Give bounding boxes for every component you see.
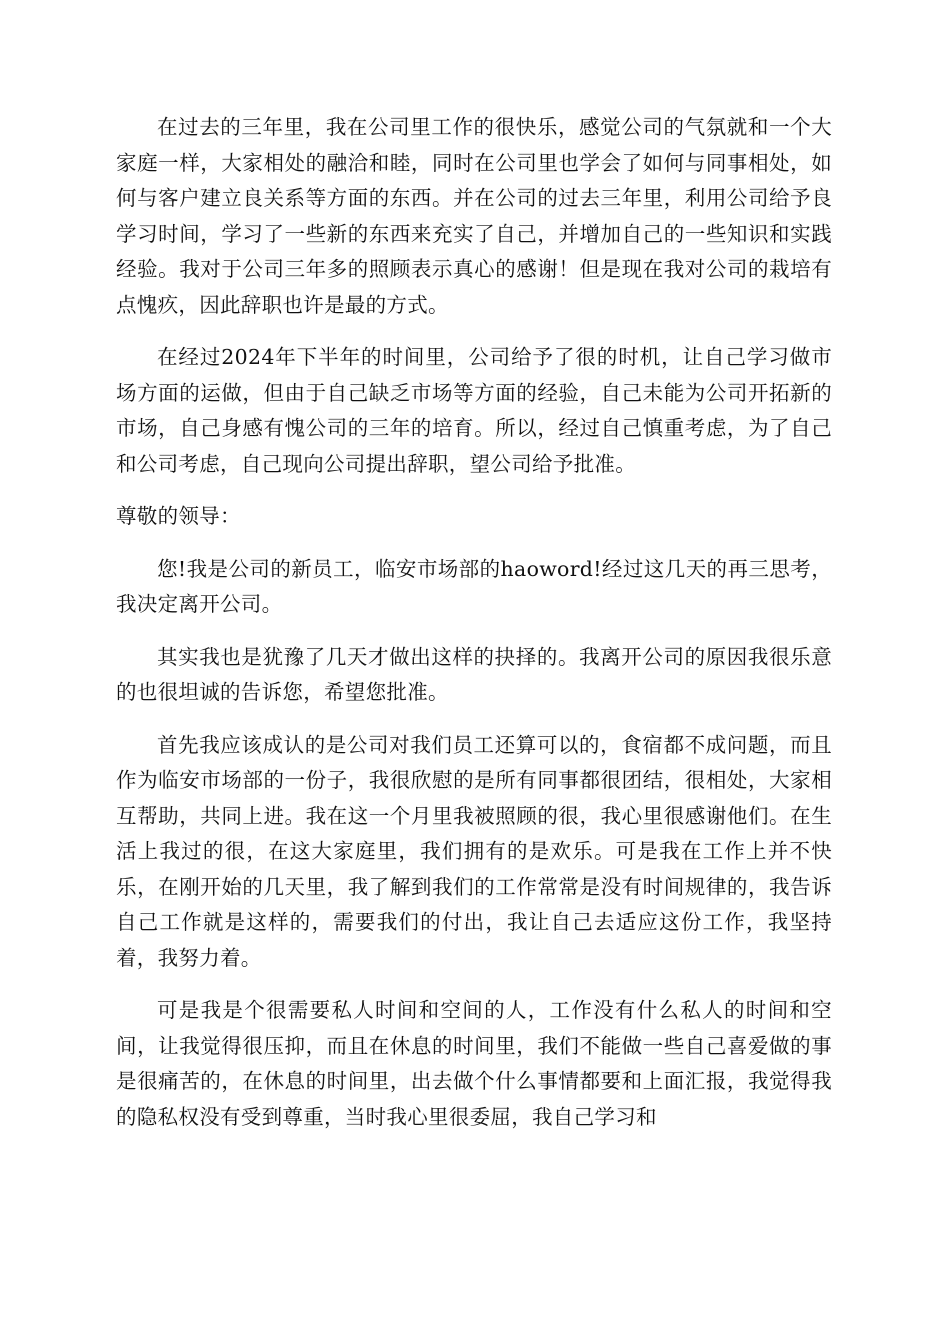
paragraph-5: 首先我应该成认的是公司对我们员工还算可以的，食宿都不成问题，而且作为临安市场部的一份子，我很欣慰的是所有同事都很团结，很相处，大家相互帮助，共同上进。我在这一个月里我被照顾的很，我心里很感谢他们。在生活上我过的很，在这大家庭里，我们拥有的是欢乐。可是我在工作上并不快乐，在刚开始的几天里，我了解到我们的工作常常是没有时间规律的，我告诉自己工作就是这样的，需要我们的付出，我让自己去适应这份工作，我坚持着，我努力着。: [116, 732, 832, 970]
paragraph-6: 可是我是个很需要私人时间和空间的人，工作没有什么私人的时间和空间，让我觉得很压抑，而且在休息的时间里，我们不能做一些自己喜爱做的事是很痛苦的，在休息的时间里，出去做个什么事情都要和上面汇报，我觉得我的隐私权没有受到尊重，当时我心里很委屈，我自己学习和: [116, 998, 832, 1129]
paragraph-2: 在经过2024年下半年的时间里，公司给予了很的时机，让自己学习做市场方面的运做，但由于自己缺乏市场等方面的经验，自己未能为公司开拓新的市场，自己身感有愧公司的三年的培育。所以，经过自己慎重考虑，为了自己和公司考虑，自己现向公司提出辞职，望公司给予批准。: [116, 345, 832, 476]
paragraph-4: 其实我也是犹豫了几天才做出这样的抉择的。我离开公司的原因我很乐意的也很坦诚的告诉您，希望您批准。: [116, 644, 832, 704]
paragraph-1: 在过去的三年里，我在公司里工作的很快乐，感觉公司的气氛就和一个大家庭一样，大家相处的融洽和睦，同时在公司里也学会了如何与同事相处，如何与客户建立良关系等方面的东西。并在公司的过去三年里，利用公司给予良学习时间，学习了一些新的东西来充实了自己，并增加自己的一些知识和实践经验。我对于公司三年多的照顾表示真心的感谢！但是现在我对公司的栽培有点愧疚，因此辞职也许是最的方式。: [116, 115, 832, 317]
salutation: 尊敬的领导：: [116, 504, 241, 528]
document-page: [116, 110, 832, 1152]
paragraph-3: 您!我是公司的新员工，临安市场部的haoword!经过这几天的再三思考，我决定离开公司。: [116, 556, 832, 616]
